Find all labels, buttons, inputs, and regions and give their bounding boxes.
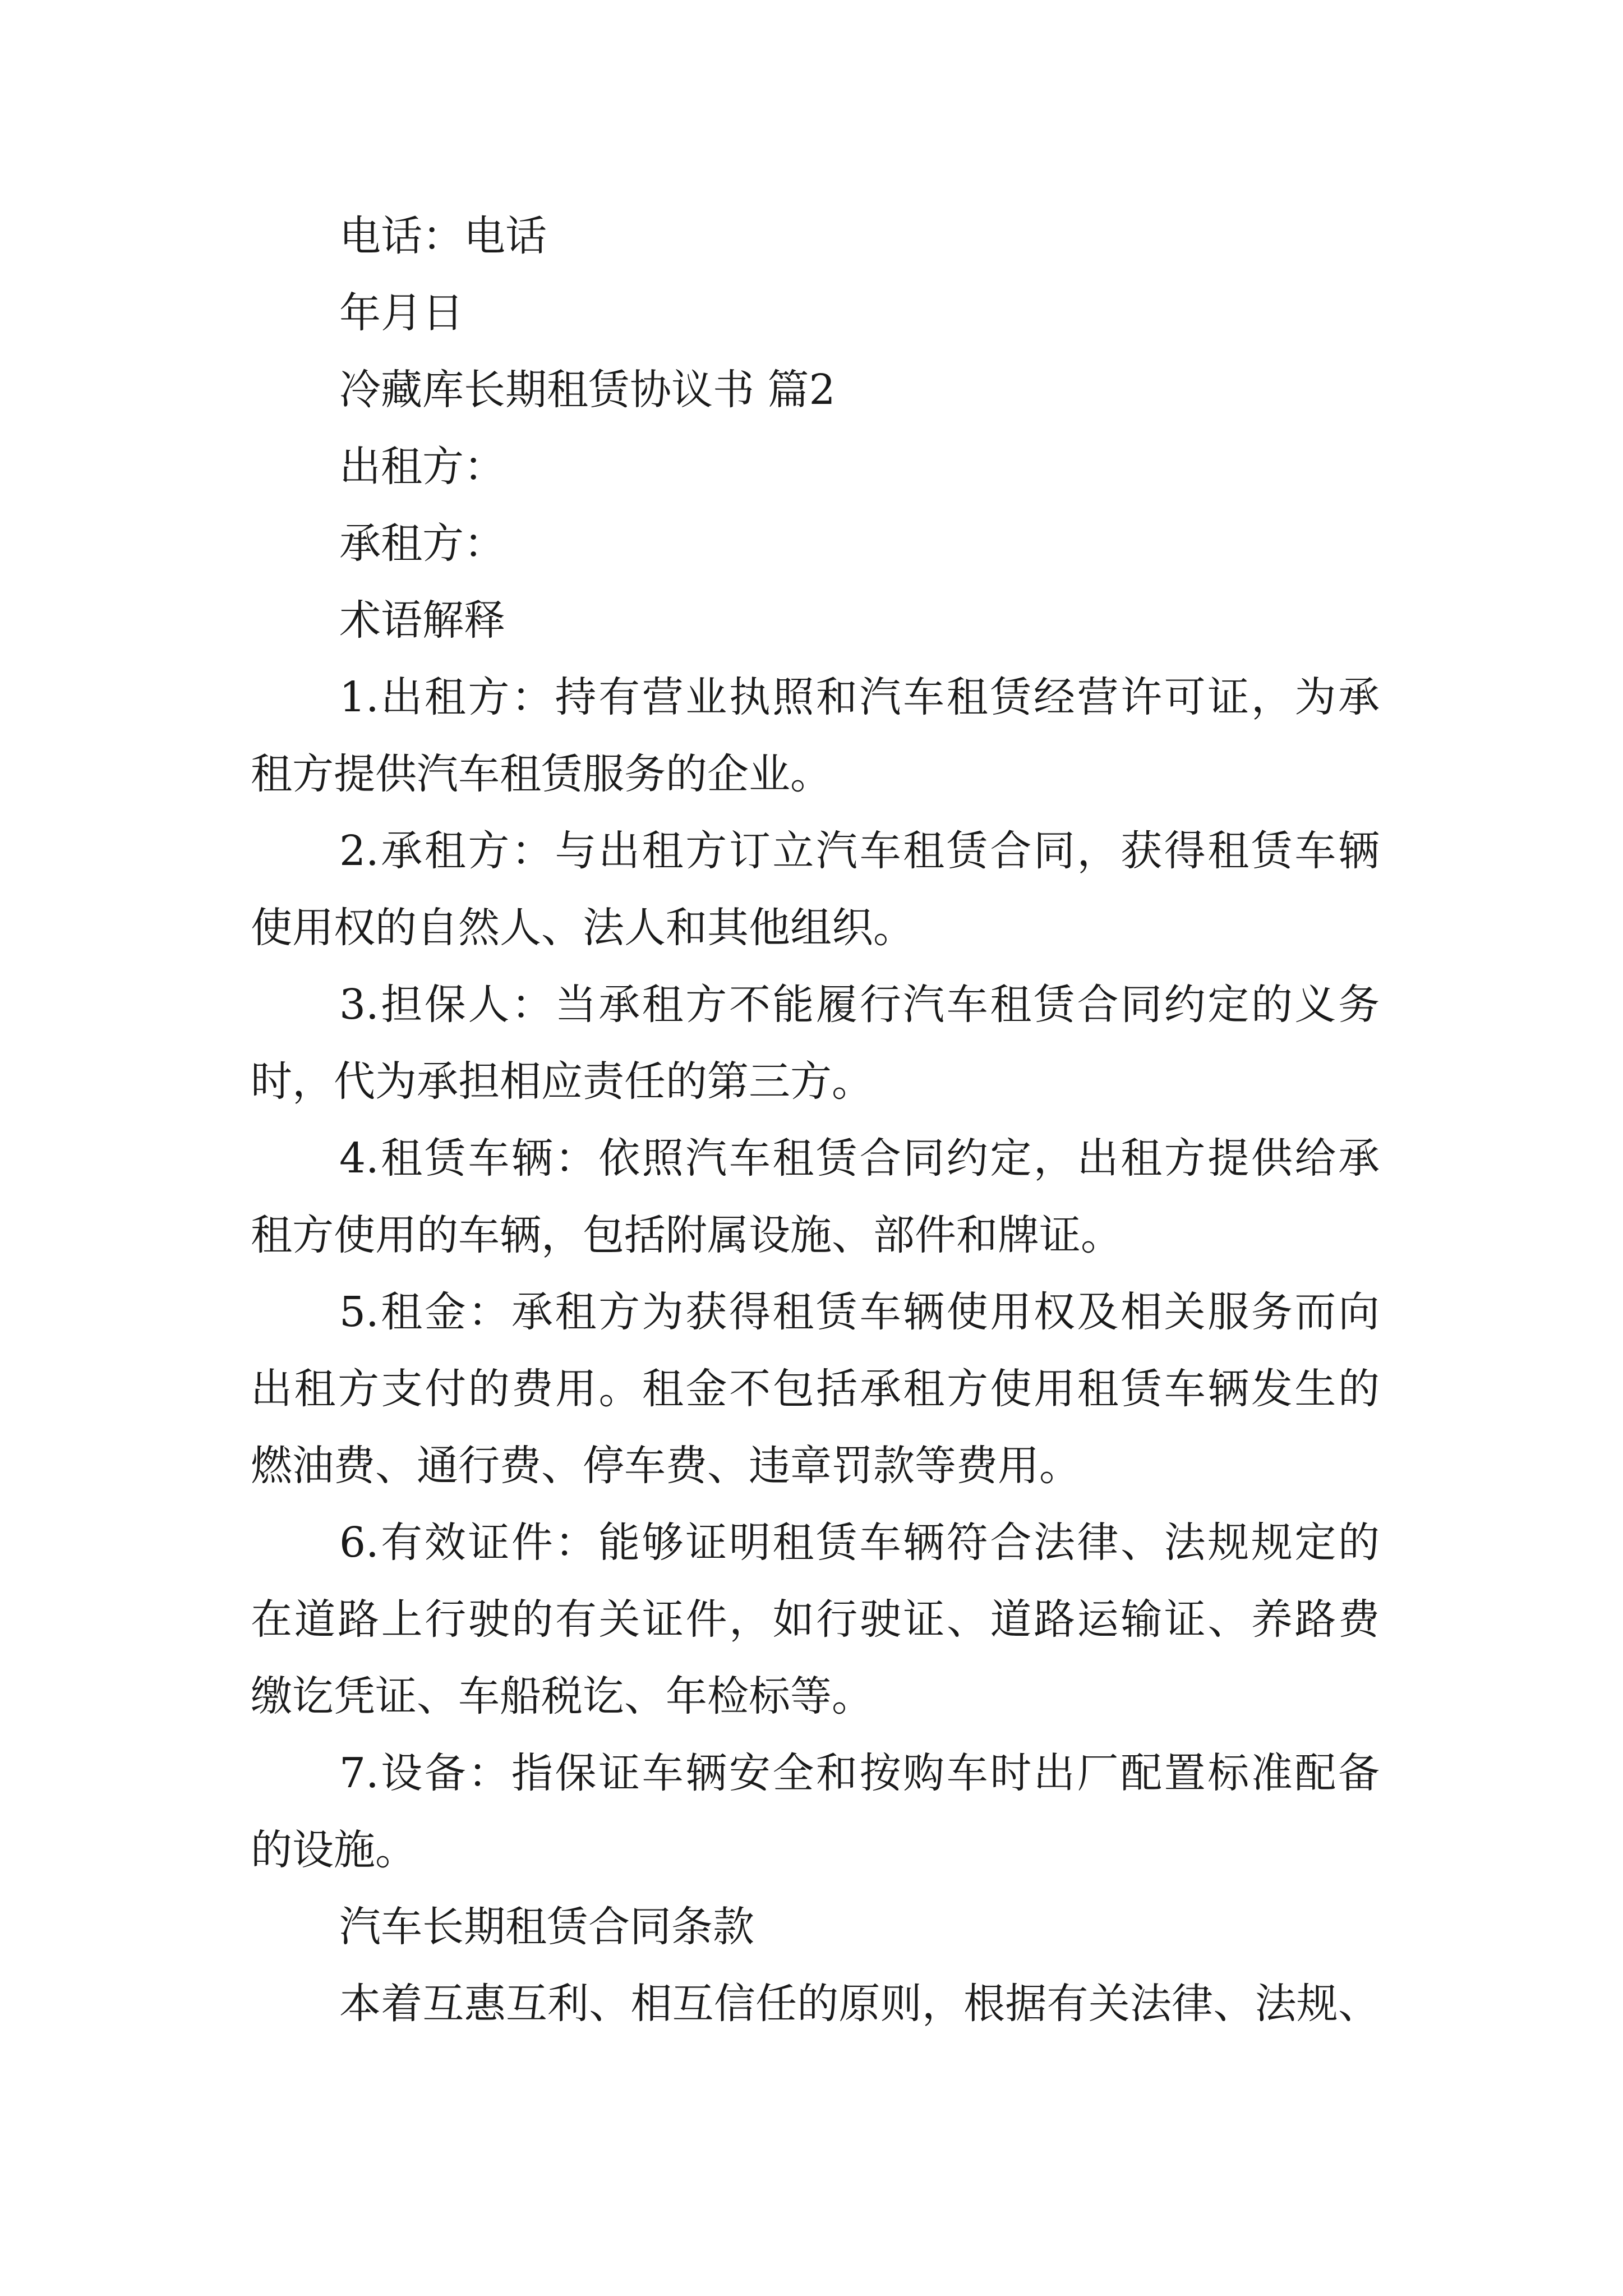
term-5-line-3: 燃油费、通行费、停车费、违章罚款等费用。 — [251, 1442, 1081, 1490]
date-line: 年月日 — [339, 289, 464, 337]
term-6-line-2: 在道路上行驶的有关证件，如行驶证、道路运输证、养路费 — [251, 1595, 1380, 1644]
term-3-line-1: 3.担保人：当承租方不能履行汽车租赁合同约定的义务 — [339, 981, 1380, 1029]
agreement-title-2: 冷藏库长期租赁协议书 篇2 — [339, 366, 836, 414]
term-5-line-1: 5.租金：承租方为获得租赁车辆使用权及相关服务而向 — [339, 1288, 1380, 1336]
term-6-line-3: 缴讫凭证、车船税讫、年检标等。 — [251, 1672, 873, 1720]
term-3-line-2: 时，代为承担相应责任的第三方。 — [251, 1057, 873, 1106]
clauses-intro-line: 本着互惠互利、相互信任的原则，根据有关法律、法规、 — [339, 1980, 1380, 2028]
term-5-line-2: 出租方支付的费用。租金不包括承租方使用租赁车辆发生的 — [251, 1365, 1380, 1413]
lessee-line: 承租方： — [339, 519, 505, 568]
term-1-line-2: 租方提供汽车租赁服务的企业。 — [251, 750, 832, 798]
term-7-line-1: 7.设备：指保证车辆安全和按购车时出厂配置标准配备 — [339, 1749, 1380, 1797]
term-7-line-2: 的设施。 — [251, 1826, 417, 1874]
lessor-line: 出租方： — [339, 443, 505, 491]
term-2-line-2: 使用权的自然人、法人和其他组织。 — [251, 904, 915, 952]
phone-line: 电话：电话 — [339, 212, 547, 260]
terms-heading: 术语解释 — [339, 596, 505, 645]
term-4-line-2: 租方使用的车辆，包括附属设施、部件和牌证。 — [251, 1211, 1122, 1259]
term-4-line-1: 4.租赁车辆：依照汽车租赁合同约定，出租方提供给承 — [339, 1134, 1380, 1182]
term-2-line-1: 2.承租方：与出租方订立汽车租赁合同，获得租赁车辆 — [339, 827, 1380, 875]
clauses-heading: 汽车长期租赁合同条款 — [339, 1903, 754, 1951]
term-6-line-1: 6.有效证件：能够证明租赁车辆符合法律、法规规定的 — [339, 1519, 1380, 1567]
term-1-line-1: 1.出租方：持有营业执照和汽车租赁经营许可证，为承 — [339, 673, 1380, 721]
